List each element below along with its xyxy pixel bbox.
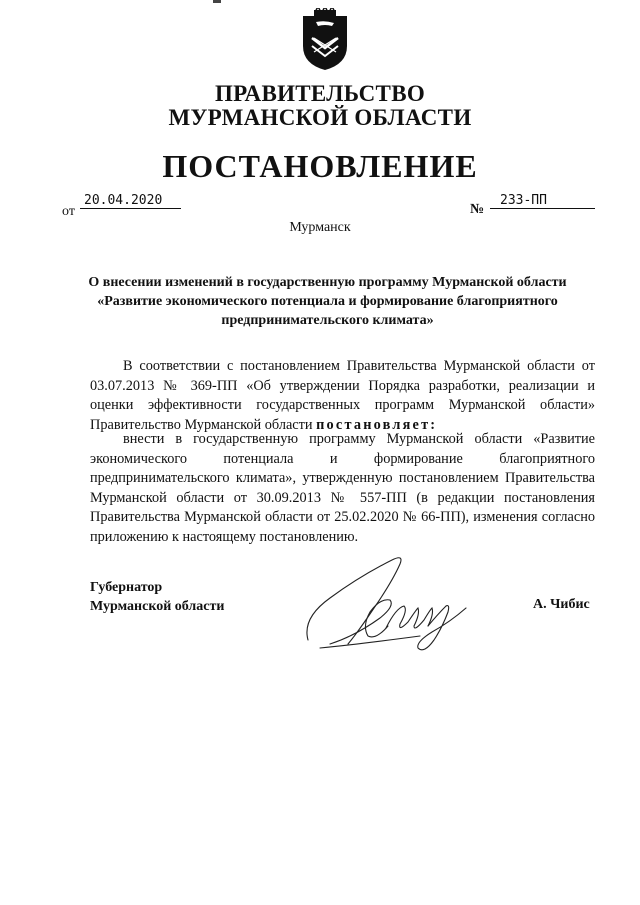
date-field: 20.04.2020 [80, 193, 181, 209]
signatory-name: А. Чибис [533, 597, 590, 612]
government-title-line2: МУРМАНСКОЙ ОБЛАСТИ [168, 105, 472, 130]
resolution-text: внести в государственную программу Мурманской области «Развитие экономического потенциала и формирование благоприятного предпринимательского климата», утвержденную постановлением Правительства Мурманской области от 30.09.2013 № 557-ПП (в редакции постановления Правительства Мурманской области от 25.02.2020 № 66-ПП), изменения согласно приложению к настоящему постановлению. [90, 431, 595, 545]
scan-mark [213, 0, 221, 3]
government-title-line1: ПРАВИТЕЛЬСТВО [214, 81, 426, 106]
subject-line: предпринимательского климата» [221, 313, 434, 328]
document-type-title: ПОСТАНОВЛЕНИЕ [162, 148, 478, 184]
handwritten-signature [300, 548, 480, 658]
signatory-title-line2: Мурманской области [90, 599, 225, 614]
signatory-title-line1: Губернатор [90, 580, 163, 595]
body-paragraph-preamble [90, 357, 595, 435]
resolution-keyword: постановляет: [316, 416, 438, 433]
subject-line: «Развитие экономического потенциала и формирование благоприятного [97, 294, 558, 309]
city-name: Мурманск [289, 220, 351, 235]
subject-line: О внесении изменений в государственную программу Мурманской области [88, 275, 567, 290]
number-field: 233-ПП [490, 193, 595, 209]
body-paragraph-resolution [90, 430, 595, 547]
signatory-title [90, 578, 224, 616]
coat-of-arms-icon [300, 8, 350, 72]
preamble-text: В соответствии с постановлением Правительства Мурманской области от 03.07.2013 № 369-ПП «Об утверждении Порядка разработки, реализации и оценки эффективности государственных программ Мурманской области» Правительство Мурманской области [90, 358, 595, 433]
number-label: № [470, 202, 485, 217]
date-label: от [62, 204, 75, 219]
document-subject [75, 273, 580, 330]
